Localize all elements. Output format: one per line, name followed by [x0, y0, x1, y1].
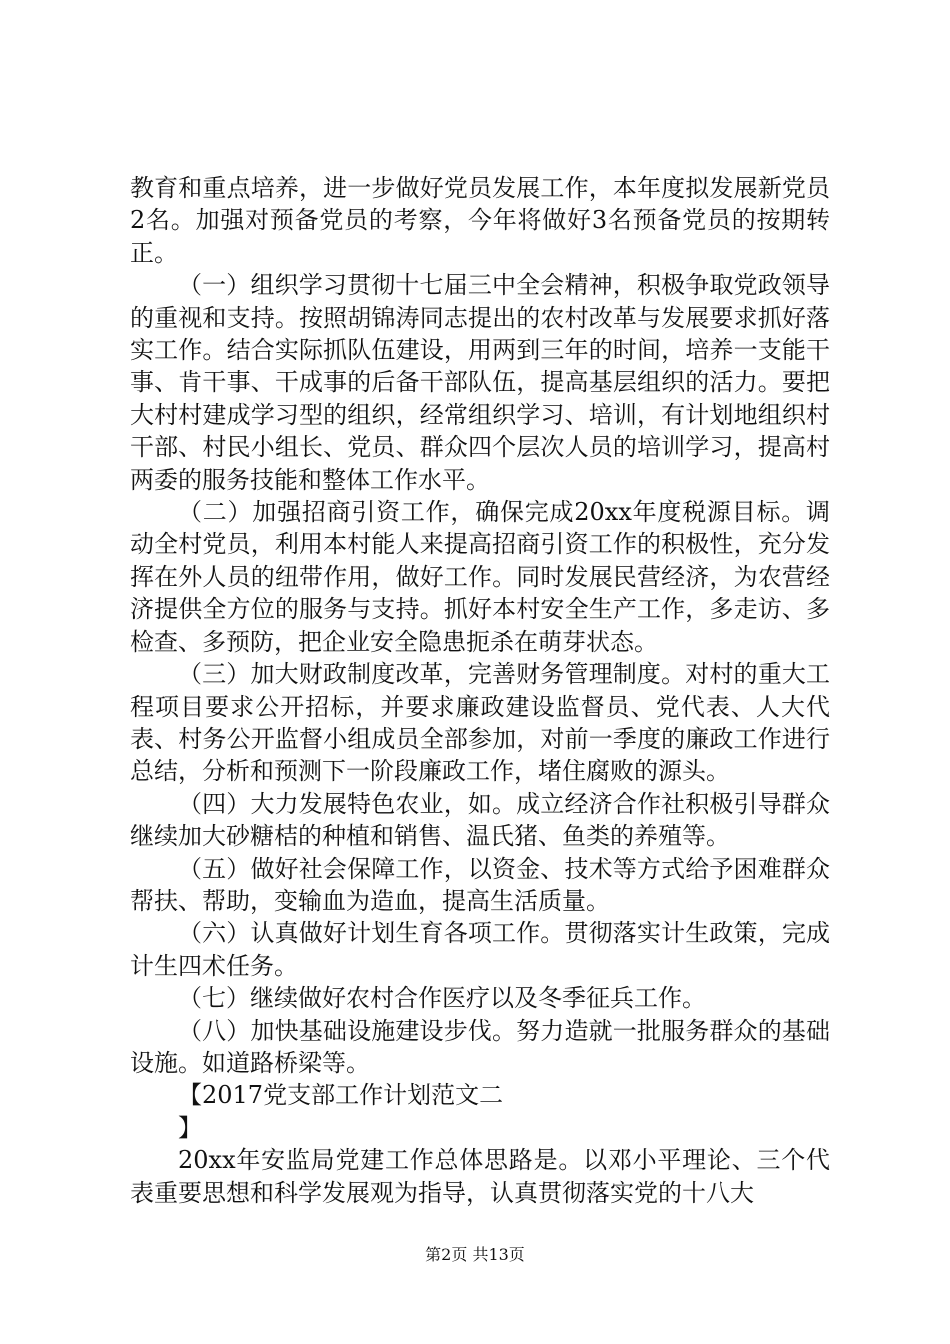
section-heading-bracket: 】 [178, 1113, 202, 1142]
paragraph-item-4: （四）大力发展特色农业，如。成立经济合作社积极引导群众继续加大砂糖桔的种植和销售、温氏猪、鱼类的养殖等。 [130, 789, 830, 851]
paragraph-item-1: （一）组织学习贯彻十七届三中全会精神，积极争取党政领导的重视和支持。按照胡锦涛同志提出的农村改革与发展要求抓好落实工作。结合实际抓队伍建设，用两到三年的时间，培养一支能干事、肯干事、干成事的后备干部队伍，提高基层组织的活力。要把大村村建成学习型的组织，经常组织学习、培训，有计划地组织村干部、村民小组长、党员、群众四个层次人员的培训学习，提高村两委的服务技能和整体工作水平。 [130, 271, 830, 494]
paragraph-section-two-intro: 20xx年安监局党建工作总体思路是。以邓小平理论、三个代表重要思想和科学发展观为指导，认真贯彻落实党的十八大 [130, 1146, 830, 1207]
paragraph-continuation: 教育和重点培养，进一步做好党员发展工作，本年度拟发展新党员2名。加强对预备党员的考察，今年将做好3名预备党员的按期转正。 [130, 174, 830, 267]
paragraph-item-6: （六）认真做好计划生育各项工作。贯彻落实计生政策，完成计生四术任务。 [130, 919, 830, 980]
paragraph-item-5: （五）做好社会保障工作，以资金、技术等方式给予困难群众帮扶、帮助，变输血为造血，提高生活质量。 [130, 854, 830, 915]
section-heading: 【2017党支部工作计划范文二 [178, 1081, 504, 1110]
paragraph-item-2: （二）加强招商引资工作，确保完成20xx年度税源目标。调动全村党员，利用本村能人来提高招商引资工作的积极性，充分发挥在外人员的纽带作用，做好工作。同时发展民营经济，为农营经济提供全方位的服务与支持。抓好本村安全生产工作，多走访、多检查、多预防，把企业安全隐患扼杀在萌芽状态。 [130, 498, 830, 656]
paragraph-item-8: （八）加快基础设施建设步伐。努力造就一批服务群众的基础设施。如道路桥梁等。 [130, 1016, 830, 1077]
paragraph-item-3: （三）加大财政制度改革，完善财务管理制度。对村的重大工程项目要求公开招标，并要求廉政建设监督员、党代表、人大代表、村务公开监督小组成员全部参加，对前一季度的廉政工作进行总结，分析和预测下一阶段廉政工作，堵住腐败的源头。 [130, 660, 830, 786]
paragraph-item-7: （七）继续做好农村合作医疗以及冬季征兵工作。 [178, 984, 706, 1013]
document-body [130, 172, 830, 1209]
page-footer: 第2页 共13页 [425, 1245, 525, 1264]
